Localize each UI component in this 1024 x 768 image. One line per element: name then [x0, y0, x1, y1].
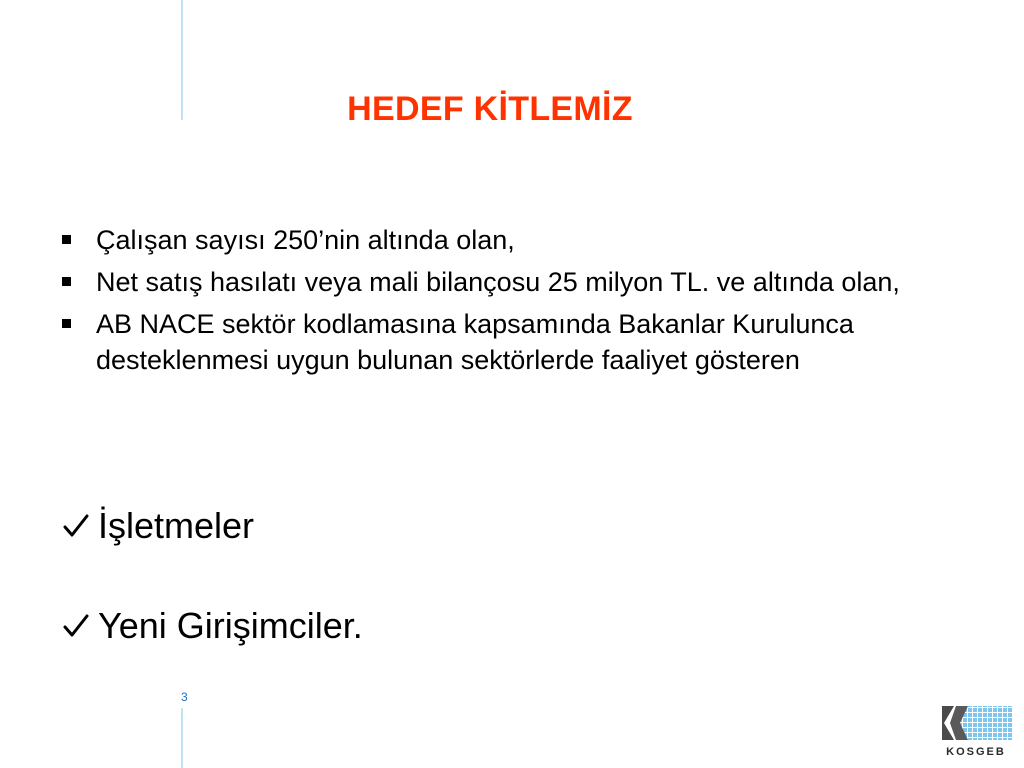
- check-item: [62, 504, 254, 548]
- kosgeb-logo-icon: [938, 703, 1014, 745]
- square-bullet-icon: [62, 277, 71, 286]
- check-item: [62, 604, 363, 648]
- bullet-text: Net satış hasılatı veya mali bilançosu 25 milyon TL. ve altında olan,: [96, 267, 900, 297]
- check-text: İşletmeler: [98, 505, 255, 546]
- square-bullet-icon: [62, 319, 71, 328]
- bullet-item: [58, 222, 938, 258]
- square-bullet-icon: [62, 235, 71, 244]
- bullet-text: Çalışan sayısı 250’nin altında olan,: [96, 225, 515, 255]
- decorative-line-bottom: [181, 708, 183, 768]
- bullet-list: [58, 222, 938, 384]
- kosgeb-logo: [938, 703, 1014, 761]
- checkmark-icon: [62, 512, 90, 540]
- logo-text: KOSGEB: [946, 746, 1006, 758]
- bullet-item: [58, 306, 938, 378]
- check-text: Yeni Girişimciler.: [98, 605, 363, 646]
- slide-title: HEDEF KİTLEMİZ: [347, 90, 633, 128]
- page-number: 3: [181, 690, 188, 704]
- bullet-item: [58, 264, 938, 300]
- checkmark-icon: [62, 612, 90, 640]
- bullet-text: AB NACE sektör kodlamasına kapsamında Bakanlar Kurulunca desteklenmesi uygun bulunan sektörlerde faaliyet gösteren: [96, 309, 854, 375]
